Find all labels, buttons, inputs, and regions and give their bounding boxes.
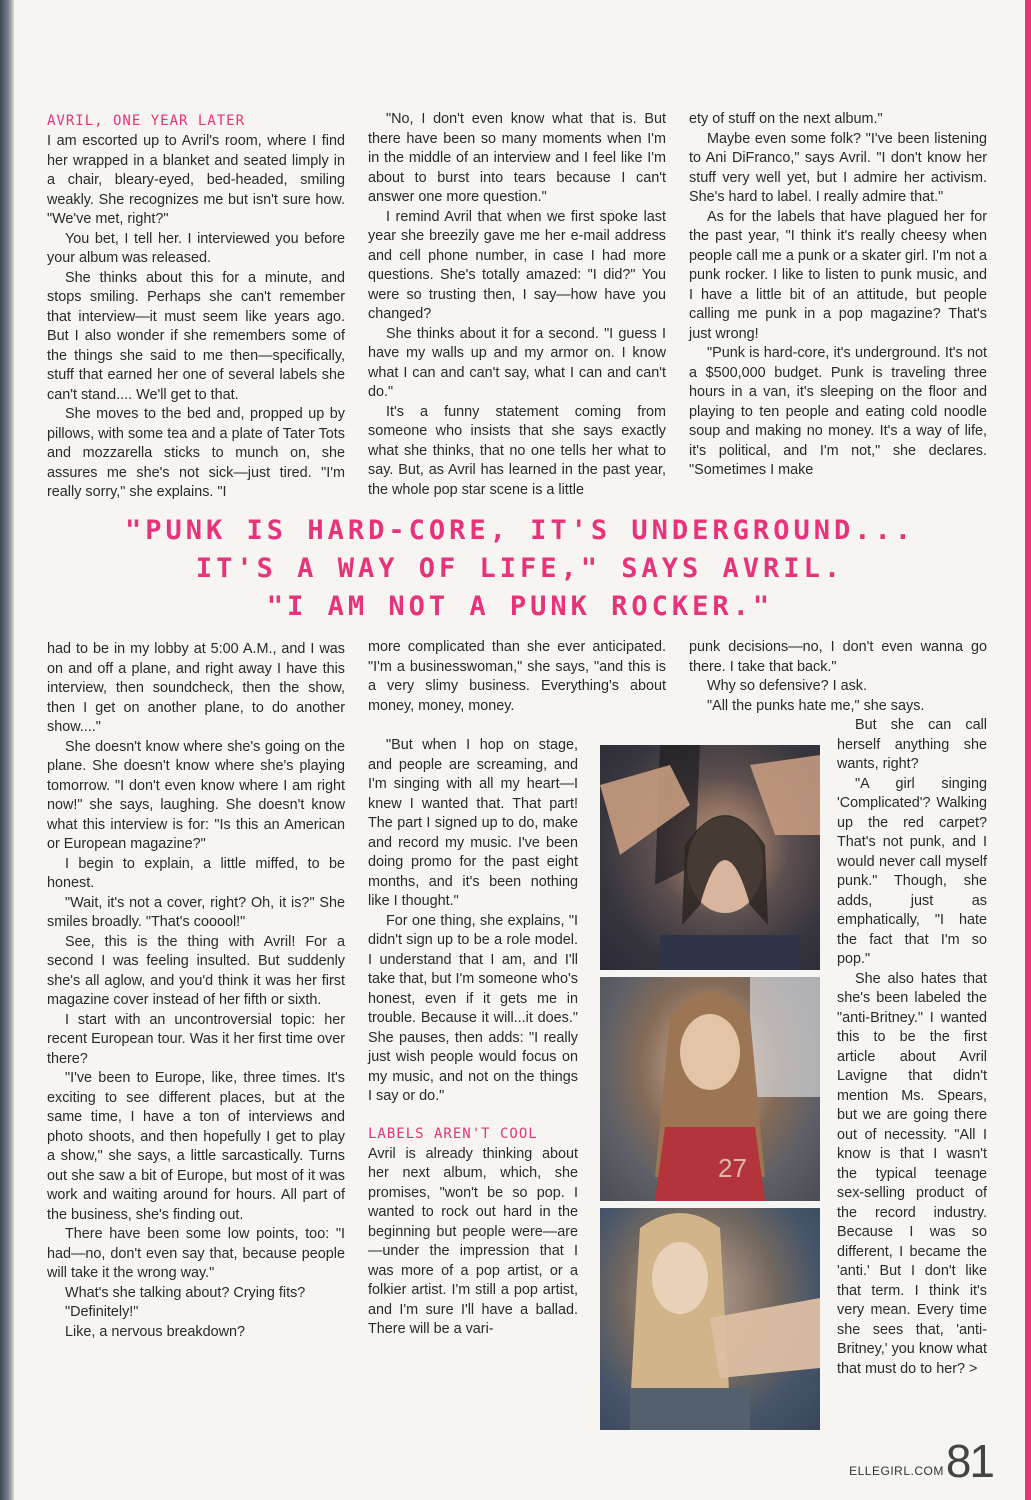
magazine-binding-edge — [0, 0, 14, 1500]
paragraph: more complicated than she ever anticipated. "I'm a businesswoman," she says, "and this is a very slimy business. Everything's about money, money, money. — [368, 639, 666, 714]
pull-quote-line-1: "PUNK IS HARD-CORE, IT'S UNDERGROUND... — [125, 515, 915, 546]
pull-quote-line-2: IT'S A WAY OF LIFE," SAYS AVRIL. — [195, 553, 845, 584]
article-column-1 — [47, 112, 345, 503]
paragraph: She also hates that she's been labeled the "anti-Britney." I wanted this to be the first article about Avril Lavigne that didn't mention Ms. Spears, but we are going there out of necessity. "All I know is that I wasn't the typical teenage sex-selling product of the record industry. Because I was so different, I became the 'anti.' But I don't like that term. I think it's very mean. Every time she sees that, 'anti-Britney,' you know what that must do to her? > — [837, 970, 987, 1377]
pull-quote — [60, 512, 980, 626]
paragraph: had to be in my lobby at 5:00 A.M., and I was on and off a plane, and right away I have this interview, then soundcheck, then the show, then I get on another plane, to do another show...." — [47, 641, 345, 735]
section-heading-labels-arent-cool: LABELS AREN'T COOL — [368, 1125, 538, 1142]
paragraph: As for the labels that have plagued her for the past year, "I think it's really cheesy when people call me a punk or a skater girl. I'm not a punk rocker. I like to listen to punk music, and I have a little bit of an attitude, but people calling me punk in a pop magazine? That's just wrong! — [689, 208, 987, 342]
paragraph: She thinks about it for a second. "I guess I have my walls up and my armor on. I know what I can and can't say, what I can and can't do." — [368, 325, 666, 400]
page-footer — [849, 1435, 993, 1487]
article-column-3 — [689, 110, 987, 481]
photo-placeholder-art — [600, 977, 820, 1201]
photo-avril-hand-forward — [600, 1208, 820, 1430]
paragraph: I start with an uncontroversial topic: her recent European tour. Was it her first time over there? — [47, 1011, 345, 1067]
page-edge-stripe — [1025, 0, 1031, 1500]
footer-site-name: ELLEGIRL.COM — [849, 1464, 944, 1478]
paragraph: "A girl singing 'Complicated'? Walking up the red carpet? That's not punk, and I would never call myself punk." Though, she adds, just as emphatically, "I hate the fact that I'm so pop." — [837, 775, 987, 967]
paragraph: She doesn't know where she's going on the plane. She doesn't know where she's playing tomorrow. "I don't even know where I am right now!" she says, laughing. She doesn't know what this interview is for: "Is this an American or European magazine?" — [47, 738, 345, 852]
page-number: 81 — [945, 1435, 993, 1487]
paragraph: What's she talking about? Crying fits? — [65, 1284, 306, 1301]
paragraph: There have been some low points, too: "I had—no, don't even say that, because people will take it the wrong way." — [47, 1226, 345, 1281]
paragraph: But she can call herself anything she wants, right? — [837, 717, 987, 772]
section-heading-avril-one-year-later: AVRIL, ONE YEAR LATER — [47, 113, 246, 129]
paragraph: It's a funny statement coming from someone who insists that she says exactly what she thinks, that no one tells her what to say. But, as Avril has learned in the past year, the whole pop star scene is a little — [368, 403, 666, 498]
paragraph: "Definitely!" — [65, 1304, 139, 1320]
article-column-4 — [47, 640, 345, 1342]
paragraph: punk decisions—no, I don't even wanna go there. I take that back." — [689, 639, 987, 675]
article-column-6 — [837, 716, 987, 1379]
paragraph: "No, I don't even know what that is. But there have been so many moments when I'm in the middle of an interview and I feel like I'm about to burst into tears because I can't answer one more question." — [368, 111, 666, 205]
paragraph: I begin to explain, a little miffed, to be honest. — [47, 855, 345, 891]
paragraph: She moves to the bed and, propped up by pillows, with some tea and a plate of Tater Tots and mozzarella sticks to munch on, she assures me she's not sick—just tired. "I'm really sorry," she explains. "I — [47, 406, 345, 500]
paragraph: ety of stuff on the next album." — [689, 111, 883, 127]
paragraph: I remind Avril that when we first spoke last year she breezily gave me her e-mail address and cell phone number, in case I had more questions. She's totally amazed: "I did?" You were so trusting then, I say—how have you changed? — [368, 208, 666, 322]
article-column-6-top — [689, 638, 987, 716]
article-column-5 — [368, 736, 578, 1340]
paragraph: "Punk is hard-core, it's underground. It's not a $500,000 budget. Punk is traveling three hours in a van, it's sleeping on the floor and playing to ten people and eating cold noodle soup and making no money. It's a way of life, it's political, and I'm not," she declares. "Sometimes I make — [689, 345, 987, 478]
paragraph: "Wait, it's not a cover, right? Oh, it is?" She smiles broadly. "That's cooool!" — [47, 894, 345, 930]
paragraph: You bet, I tell her. I interviewed you before your album was released. — [47, 230, 345, 266]
photo-avril-hands-framing — [600, 745, 820, 970]
paragraph: "I've been to Europe, like, three times. It's exciting to see different places, but at the same time, I have a ton of interviews and photo shoots, and then hopefully I get to play a show," she says, a little sarcastically. Turns out she saw a bit of Europe, but most of it was work and waiting around for hours. All part of the business, she's finding out. — [47, 1070, 345, 1223]
paragraph: Like, a nervous breakdown? — [65, 1323, 245, 1340]
paragraph: "But when I hop on stage, and people are screaming, and I'm singing with all my heart—I knew I wanted that. That part! The part I signed up to do, make and record my music. I've been doing promo for the past eight months, and it's been nothing like I thought." — [368, 737, 578, 909]
svg-text:27: 27 — [718, 1153, 747, 1183]
photo-placeholder-art — [600, 745, 820, 970]
photo-placeholder-art — [600, 1208, 820, 1430]
paragraph: Avril is already thinking about her next album, which, she promises, "won't be so pop. I wanted to rock out hard in the beginning but people were—are—under the impression that I was more of a pop artist, or a folkier artist. I'm still a pop artist, and I'm sure I'll have a ballad. There will be a vari- — [368, 1145, 578, 1337]
paragraph: Why so defensive? I ask. — [707, 678, 867, 694]
article-column-5-top — [368, 638, 666, 716]
paragraph: She thinks about this for a minute, and stops smiling. Perhaps she can't remember that interview—it must seem like years ago. But I also wonder if she remembers some of the things she said to me then—specifically, stuff that earned her one of several labels she can't stand.... We'll get to that. — [47, 269, 345, 403]
pull-quote-line-3: "I AM NOT A PUNK ROCKER." — [266, 591, 774, 622]
paragraph: "All the punks hate me," she says. — [707, 697, 925, 714]
paragraph: For one thing, she explains, "I didn't sign up to be a role model. I understand that I am, and I'll take that, but I'm someone who's honest, even if it gets me in trouble. Because it will...it does." She pauses, then adds: "I really just wish people would focus on my music, and not on the things I say or do." — [368, 912, 578, 1104]
paragraph: I am escorted up to Avril's room, where I find her wrapped in a blanket and seated limply in a chair, bleary-eyed, bed-headed, smiling weakly. She recognizes me but isn't sure how. "We've met, right?" — [47, 133, 345, 227]
paragraph: See, this is the thing with Avril! For a second I was feeling insulted. But suddenly she's all aglow, and you'd think it was her first magazine cover instead of her fifth or sixth. — [47, 933, 345, 1008]
article-column-2 — [368, 110, 666, 500]
paragraph: Maybe even some folk? "I've been listening to Ani DiFranco," says Avril. "I don't know her stuff very well yet, but I admire her activism. She's hard to label. I really admire that." — [689, 130, 987, 205]
photo-avril-in-car — [600, 977, 820, 1201]
